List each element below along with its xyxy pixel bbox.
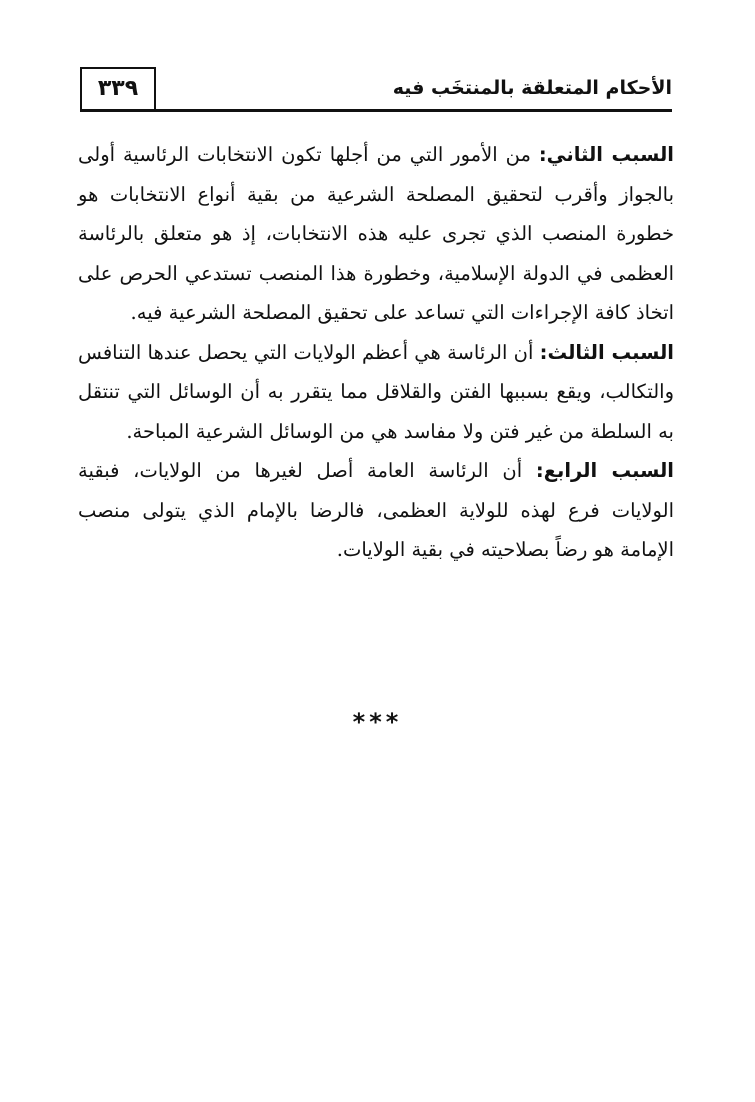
paragraph-body: أن الرئاسة هي أعظم الولايات التي يحصل عندها التنافس والتكالب، ويقع بسببها الفتن والقلاقل مما يتقرر به أن الوسائل التي تنتقل به السلطة من غير فتن ولا مفاسد هي من الوسائل الشرعية المباحة. [78, 340, 674, 443]
paragraph-third-reason [78, 333, 674, 452]
paragraph-fourth-reason [78, 451, 674, 570]
paragraph-heading: السبب الثاني: [538, 143, 674, 166]
paragraph-body: من الأمور التي من أجلها تكون الانتخابات الرئاسية أولى بالجواز وأقرب لتحقيق المصلحة الشرعية من بقية أنواع الانتخابات هو خطورة المنصب الذي تجرى عليه هذه الانتخابات، إذ هو متعلق بالرئاسة العظمى في الدولة الإسلامية، وخطورة هذا المنصب تستدعي الحرص على اتخاذ كافة الإجراءات التي تساعد على تحقيق المصلحة الشرعية فيه. [78, 143, 674, 324]
paragraph-body: أن الرئاسة العامة أصل لغيرها من الولايات، فبقية الولايات فرع لهذه للولاية العظمى، فالرضا بالإمام الذي يتولى منصب الإمامة هو رضاً بصلاحيته في بقية الولايات. [78, 459, 674, 561]
paragraph-second-reason [78, 135, 674, 333]
header-rule [80, 109, 672, 112]
main-text [78, 135, 674, 570]
section-separator: *** [352, 708, 403, 736]
running-title: الأحكام المتعلقة بالمنتخَب فيه [392, 77, 672, 99]
page-header [80, 67, 672, 113]
paragraph-heading: السبب الرابع: [535, 459, 674, 482]
page-number: ٣٣٩ [80, 67, 156, 111]
paragraph-heading: السبب الثالث: [539, 340, 674, 364]
